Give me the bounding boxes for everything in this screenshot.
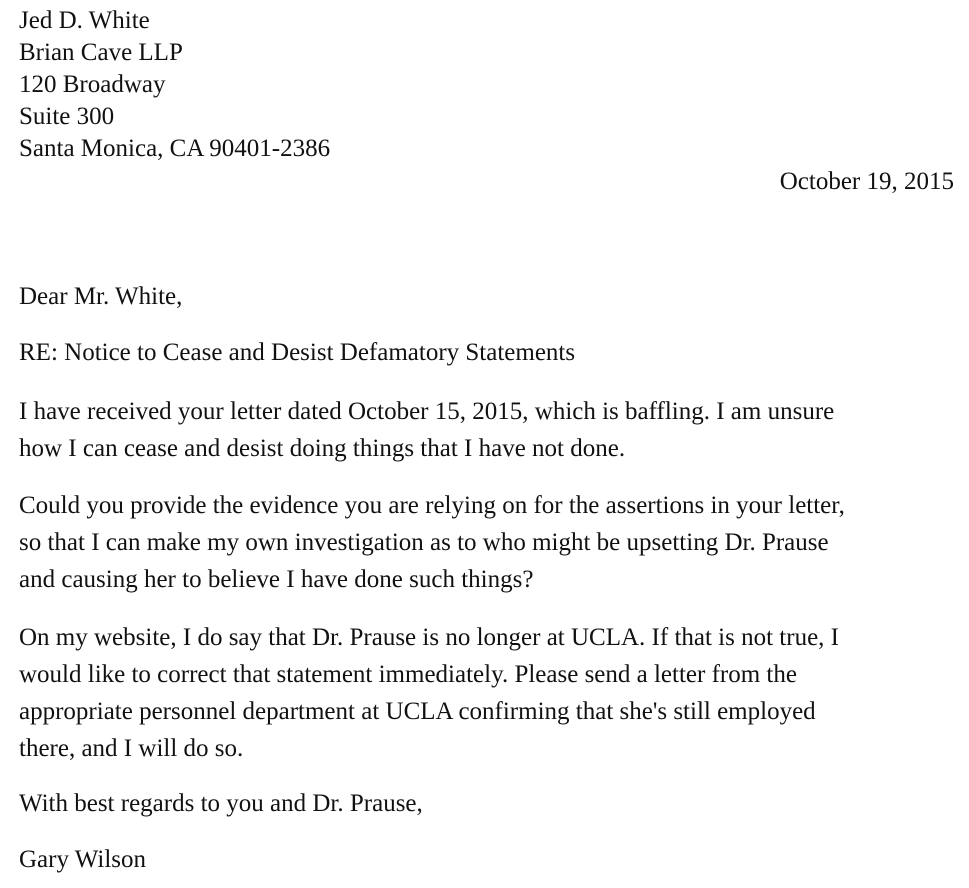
paragraph-line: so that I can make my own investigation as to who might be upsetting Dr. Prause xyxy=(19,529,829,556)
paragraph-line: would like to correct that statement immediately. Please send a letter from the xyxy=(19,661,797,688)
signature-name: Gary Wilson xyxy=(19,846,146,873)
letter-date: October 19, 2015 xyxy=(779,168,954,195)
paragraph-line: how I can cease and desist doing things that I have not done. xyxy=(19,435,626,462)
recipient-address-block xyxy=(19,5,330,165)
address-line-street: 120 Broadway xyxy=(19,71,166,98)
paragraph-line: and causing her to believe I have done such things? xyxy=(19,566,534,593)
paragraph-line: appropriate personnel department at UCLA confirming that she's still employed xyxy=(19,698,816,725)
address-line-suite: Suite 300 xyxy=(19,103,115,130)
address-line-city: Santa Monica, CA 90401-2386 xyxy=(19,135,331,162)
address-line-name: Jed D. White xyxy=(19,7,150,34)
subject-line: RE: Notice to Cease and Desist Defamatory Statements xyxy=(19,339,576,366)
closing-line: With best regards to you and Dr. Prause, xyxy=(19,790,423,817)
paragraph-line: there, and I will do so. xyxy=(19,735,244,762)
paragraph-3 xyxy=(19,619,839,767)
paragraph-line: Could you provide the evidence you are relying on for the assertions in your letter, xyxy=(19,492,845,519)
paragraph-2 xyxy=(19,487,845,598)
paragraph-1 xyxy=(19,393,834,467)
paragraph-line: On my website, I do say that Dr. Prause is no longer at UCLA. If that is not true, I xyxy=(19,624,839,651)
paragraph-line: I have received your letter dated October 15, 2015, which is baffling. I am unsure xyxy=(19,398,835,425)
salutation: Dear Mr. White, xyxy=(19,283,183,310)
address-line-firm: Brian Cave LLP xyxy=(19,39,183,66)
